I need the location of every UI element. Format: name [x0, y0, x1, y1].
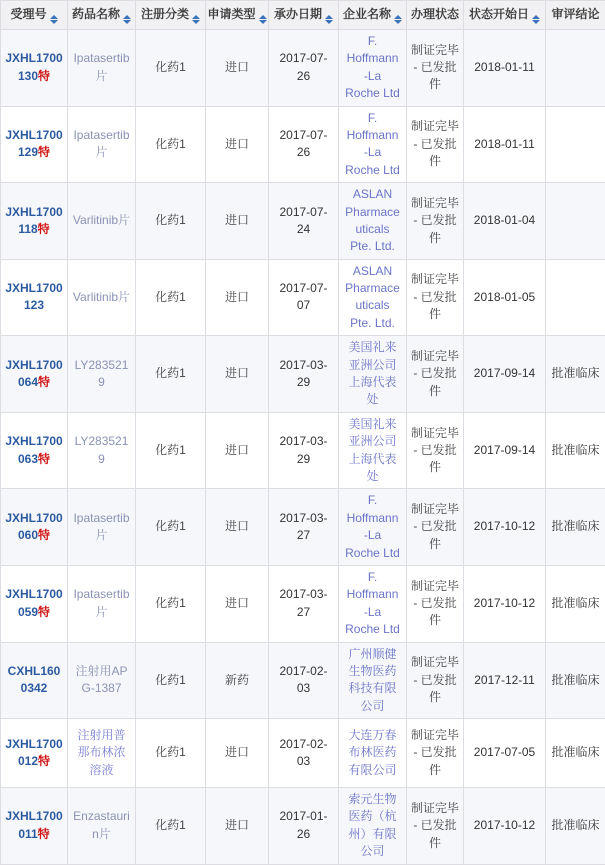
cell-conclusion — [546, 30, 605, 107]
cell-accept-date: 2017-07-26 — [269, 30, 339, 107]
column-header-conclusion — [546, 1, 605, 30]
cell-app-type: 进口 — [206, 106, 269, 183]
cell-company[interactable] — [339, 642, 407, 719]
cell-app-type: 进口 — [206, 259, 269, 336]
acceptance-number-link[interactable]: JXHL1700059 — [5, 587, 62, 618]
drug-name-link[interactable]: Enzastaurin片 — [73, 809, 130, 840]
cell-acceptance-no[interactable] — [1, 336, 68, 413]
cell-accept-date: 2017-02-03 — [269, 642, 339, 719]
cell-status-date: 2017-10-12 — [464, 788, 546, 865]
cell-app-type: 进口 — [206, 565, 269, 642]
cell-app-type: 进口 — [206, 412, 269, 489]
cell-drug-name[interactable] — [68, 106, 136, 183]
cell-accept-date: 2017-07-26 — [269, 106, 339, 183]
special-review-flag: 特 — [38, 452, 50, 466]
acceptance-number-link[interactable]: JXHL1700130 — [5, 51, 62, 82]
column-header-app-type[interactable] — [206, 1, 269, 30]
cell-status: 制证完毕 - 已发批件 — [407, 30, 464, 107]
company-name-link[interactable]: 大连万春布林医药有限公司 — [348, 728, 396, 777]
cell-app-type: 进口 — [206, 336, 269, 413]
cell-reg-class: 化药1 — [136, 183, 206, 260]
acceptance-number-link[interactable]: JXHL1700060 — [5, 511, 62, 542]
column-header-reg-class[interactable] — [136, 1, 206, 30]
cell-accept-date: 2017-02-03 — [269, 719, 339, 788]
cell-acceptance-no[interactable] — [1, 30, 68, 107]
cell-status-date: 2017-10-12 — [464, 489, 546, 566]
cell-status-date: 2018-01-11 — [464, 106, 546, 183]
column-label: 办理状态 — [411, 7, 459, 21]
cell-status-date: 2017-10-12 — [464, 565, 546, 642]
special-review-flag: 特 — [38, 69, 50, 83]
table-row — [1, 412, 605, 489]
cell-conclusion: 批准临床 — [546, 719, 605, 788]
company-name-link[interactable]: F. Hoffmann-La Roche Ltd — [345, 493, 400, 559]
cell-reg-class: 化药1 — [136, 489, 206, 566]
column-label: 企业名称 — [343, 7, 391, 21]
cell-accept-date: 2017-07-24 — [269, 183, 339, 260]
cell-status-date: 2017-09-14 — [464, 412, 546, 489]
column-label: 状态开始日 — [469, 7, 529, 21]
cell-conclusion: 批准临床 — [546, 565, 605, 642]
table-row — [1, 642, 605, 719]
cell-conclusion: 批准临床 — [546, 489, 605, 566]
special-review-flag: 特 — [38, 827, 50, 841]
drug-name-link[interactable]: 注射用APG-1387 — [75, 664, 127, 695]
drug-name-link[interactable]: 注射用普那布林浓溶液 — [77, 728, 125, 777]
cell-accept-date: 2017-07-07 — [269, 259, 339, 336]
cell-acceptance-no[interactable] — [1, 719, 68, 788]
cell-conclusion — [546, 259, 605, 336]
company-name-link[interactable]: 广州顺健生物医药科技有限公司 — [348, 647, 396, 713]
cell-accept-date: 2017-03-29 — [269, 412, 339, 489]
cell-status: 制证完毕 - 已发批件 — [407, 642, 464, 719]
sort-up-down-icon[interactable] — [50, 15, 58, 24]
cell-status: 制证完毕 - 已发批件 — [407, 183, 464, 260]
table-row — [1, 30, 605, 107]
cell-drug-name[interactable] — [68, 183, 136, 260]
special-review-flag: 特 — [38, 605, 50, 619]
cell-company[interactable] — [339, 106, 407, 183]
cell-accept-date: 2017-03-27 — [269, 489, 339, 566]
cell-app-type: 新药 — [206, 642, 269, 719]
acceptance-number-link[interactable]: JXHL1700064 — [5, 358, 62, 389]
drug-name-link[interactable]: LY2835219 — [75, 358, 129, 389]
cell-reg-class: 化药1 — [136, 106, 206, 183]
cell-status: 制证完毕 - 已发批件 — [407, 336, 464, 413]
table-row — [1, 259, 605, 336]
table-row — [1, 788, 605, 865]
cell-drug-name[interactable] — [68, 412, 136, 489]
cell-reg-class: 化药1 — [136, 642, 206, 719]
cell-conclusion — [546, 183, 605, 260]
cell-app-type: 进口 — [206, 788, 269, 865]
cell-drug-name[interactable] — [68, 642, 136, 719]
column-header-acceptance-no[interactable] — [1, 1, 68, 30]
cell-status: 制证完毕 - 已发批件 — [407, 565, 464, 642]
cell-company[interactable] — [339, 412, 407, 489]
cell-drug-name[interactable] — [68, 788, 136, 865]
acceptance-number-link[interactable]: JXHL1700063 — [5, 434, 62, 465]
cell-company[interactable] — [339, 565, 407, 642]
cell-conclusion — [546, 106, 605, 183]
cell-status: 制证完毕 - 已发批件 — [407, 788, 464, 865]
cell-accept-date: 2017-03-27 — [269, 565, 339, 642]
cell-conclusion: 批准临床 — [546, 412, 605, 489]
drug-name-link[interactable]: Ipatasertib片 — [73, 51, 129, 82]
column-label: 注册分类 — [141, 7, 189, 21]
cell-conclusion: 批准临床 — [546, 336, 605, 413]
sort-up-down-icon[interactable] — [123, 15, 131, 24]
special-review-flag: 特 — [38, 754, 50, 768]
cell-status: 制证完毕 - 已发批件 — [407, 412, 464, 489]
drug-name-link[interactable]: Varlitinib片 — [73, 213, 130, 227]
cell-app-type: 进口 — [206, 183, 269, 260]
drug-name-link[interactable]: Ipatasertib片 — [73, 128, 129, 159]
acceptance-number-link[interactable]: JXHL1700012 — [5, 737, 62, 768]
cell-status: 制证完毕 - 已发批件 — [407, 259, 464, 336]
cell-company[interactable] — [339, 788, 407, 865]
cell-app-type: 进口 — [206, 30, 269, 107]
column-header-status-date[interactable] — [464, 1, 546, 30]
table-row — [1, 719, 605, 788]
table-row — [1, 106, 605, 183]
drug-name-link[interactable]: Varlitinib片 — [73, 290, 130, 304]
cell-drug-name[interactable] — [68, 565, 136, 642]
acceptance-number-link[interactable]: JXHL1700011 — [5, 809, 62, 840]
cell-reg-class: 化药1 — [136, 788, 206, 865]
column-label: 药品名称 — [72, 7, 120, 21]
cell-company[interactable] — [339, 489, 407, 566]
acceptance-number-link[interactable]: CXHL1600342 — [8, 664, 61, 695]
cell-status: 制证完毕 - 已发批件 — [407, 489, 464, 566]
cell-drug-name[interactable] — [68, 336, 136, 413]
cell-acceptance-no[interactable] — [1, 106, 68, 183]
cell-app-type: 进口 — [206, 489, 269, 566]
company-name-link[interactable]: 索元生物医药（杭州）有限公司 — [348, 792, 396, 858]
cell-status-date: 2018-01-04 — [464, 183, 546, 260]
acceptance-number-link[interactable]: JXHL1700118 — [5, 205, 62, 236]
company-name-link[interactable]: F. Hoffmann-La Roche Ltd — [345, 34, 400, 100]
cell-acceptance-no[interactable] — [1, 788, 68, 865]
cell-status-date: 2017-07-05 — [464, 719, 546, 788]
cell-conclusion: 批准临床 — [546, 642, 605, 719]
cell-company[interactable] — [339, 719, 407, 788]
header-row — [1, 1, 605, 30]
cell-app-type: 进口 — [206, 719, 269, 788]
table-body — [1, 30, 605, 865]
company-name-link[interactable]: F. Hoffmann-La Roche Ltd — [345, 111, 400, 177]
special-review-flag: 特 — [38, 528, 50, 542]
cell-reg-class: 化药1 — [136, 719, 206, 788]
cell-drug-name[interactable] — [68, 719, 136, 788]
cell-accept-date: 2017-01-26 — [269, 788, 339, 865]
company-name-link[interactable]: 美国礼来亚洲公司上海代表处 — [348, 340, 396, 406]
special-review-flag: 特 — [38, 375, 50, 389]
drug-name-link[interactable]: Ipatasertib片 — [73, 587, 129, 618]
cell-accept-date: 2017-03-29 — [269, 336, 339, 413]
company-name-link[interactable]: ASLAN Pharmaceuticals Pte. Ltd. — [345, 264, 400, 330]
cell-status-date: 2017-12-11 — [464, 642, 546, 719]
cell-reg-class: 化药1 — [136, 30, 206, 107]
cell-status: 制证完毕 - 已发批件 — [407, 106, 464, 183]
sort-up-down-icon[interactable] — [259, 15, 267, 24]
column-header-status — [407, 1, 464, 30]
sort-up-down-icon[interactable] — [394, 15, 402, 24]
acceptance-number-link[interactable]: JXHL1700123 — [5, 281, 62, 312]
cell-drug-name[interactable] — [68, 489, 136, 566]
cell-status: 制证完毕 - 已发批件 — [407, 719, 464, 788]
table-row — [1, 336, 605, 413]
column-label: 承办日期 — [274, 7, 322, 21]
company-name-link[interactable]: 美国礼来亚洲公司上海代表处 — [348, 417, 396, 483]
column-label: 审评结论 — [551, 7, 599, 21]
column-header-drug-name[interactable] — [68, 1, 136, 30]
sort-up-down-icon[interactable] — [325, 15, 333, 24]
cell-acceptance-no[interactable] — [1, 642, 68, 719]
cell-acceptance-no[interactable] — [1, 489, 68, 566]
special-review-flag: 特 — [38, 145, 50, 159]
cell-status-date: 2018-01-05 — [464, 259, 546, 336]
cell-status-date: 2018-01-11 — [464, 30, 546, 107]
column-header-company[interactable] — [339, 1, 407, 30]
column-header-accept-date[interactable] — [269, 1, 339, 30]
cell-reg-class: 化药1 — [136, 412, 206, 489]
table-row — [1, 565, 605, 642]
cell-reg-class: 化药1 — [136, 336, 206, 413]
cell-conclusion: 批准临床 — [546, 788, 605, 865]
cell-company[interactable] — [339, 259, 407, 336]
table-row — [1, 489, 605, 566]
drug-name-link[interactable]: LY2835219 — [75, 434, 129, 465]
sort-up-down-icon[interactable] — [192, 15, 200, 24]
company-name-link[interactable]: ASLAN Pharmaceuticals Pte. Ltd. — [345, 187, 400, 253]
cell-acceptance-no[interactable] — [1, 565, 68, 642]
cell-acceptance-no[interactable] — [1, 259, 68, 336]
acceptance-number-link[interactable]: JXHL1700129 — [5, 128, 62, 159]
column-label: 受理号 — [10, 7, 46, 21]
cell-reg-class: 化药1 — [136, 259, 206, 336]
cell-acceptance-no[interactable] — [1, 412, 68, 489]
sort-up-down-icon[interactable] — [532, 15, 540, 24]
table-row — [1, 183, 605, 260]
cell-reg-class: 化药1 — [136, 565, 206, 642]
company-name-link[interactable]: F. Hoffmann-La Roche Ltd — [345, 570, 400, 636]
cell-drug-name[interactable] — [68, 30, 136, 107]
cell-company[interactable] — [339, 336, 407, 413]
cell-acceptance-no[interactable] — [1, 183, 68, 260]
cell-status-date: 2017-09-14 — [464, 336, 546, 413]
special-review-flag: 特 — [38, 222, 50, 236]
cell-drug-name[interactable] — [68, 259, 136, 336]
cell-company[interactable] — [339, 30, 407, 107]
cell-company[interactable] — [339, 183, 407, 260]
drug-name-link[interactable]: Ipatasertib片 — [73, 511, 129, 542]
column-label: 申请类型 — [207, 7, 255, 21]
